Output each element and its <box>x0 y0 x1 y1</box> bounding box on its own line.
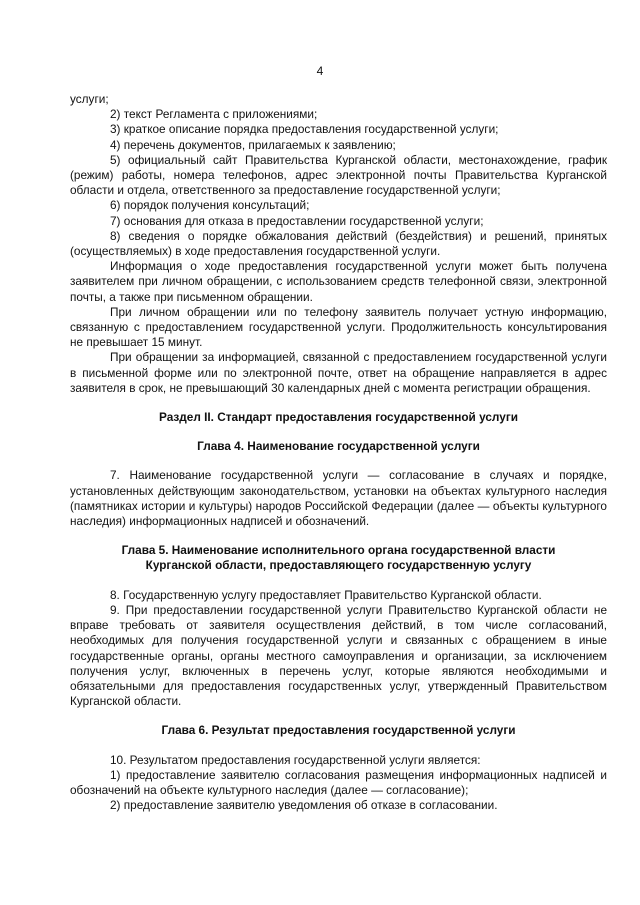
paragraph: При обращении за информацией, связанной с предоставлением государственной услуги в письменной форме или по электронной почте, ответ на обращение направляется в адрес заявителя в срок, не превышающий 30 календарных дней с момента регистрации обращения. <box>70 350 607 395</box>
list-item: 5) официальный сайт Правительства Курганской области, местонахождение, график (режим) работы, номера телефонов, адрес электронной почты Правительства Курганской области и отдела, ответственного за предоставление государственной услуги; <box>70 152 607 198</box>
paragraph: услуги; <box>70 92 109 106</box>
list-item: 1) предоставление заявителю согласования размещения информационных надписей и обозначений на объекте культурного наследия (далее — согласование); <box>70 767 607 797</box>
chapter-5-heading-line2: Курганской области, предоставляющего государственную услугу <box>145 558 532 573</box>
chapter-5-heading-line1: Глава 5. Наименование исполнительного органа государственной власти <box>121 543 556 558</box>
paragraph: 8. Государственную услугу предоставляет Правительство Курганской области. <box>110 587 542 602</box>
paragraph: 7. Наименование государственной услуги — согласование в случаях и порядке, установленных действующим законодательством, установки на объектах культурного наследия (памятниках истории и культуры) народов Российской Федерации (далее — объекты культурного наследия) информационных надписей и обозначений. <box>70 468 607 529</box>
list-item: 6) порядок получения консультаций; <box>110 198 310 213</box>
list-item: 2) предоставление заявителю уведомления об отказе в согласовании. <box>110 798 498 813</box>
paragraph: Информация о ходе предоставления государственной услуги может быть получена заявителем при личном обращении, с использованием средств телефонной связи, электронной почты, а также при письменном обращении. <box>70 259 607 304</box>
page-body <box>70 92 607 813</box>
chapter-6-heading: Глава 6. Результат предоставления государственной услуги <box>161 723 516 738</box>
paragraph: При личном обращении или по телефону заявитель получает устную информацию, связанную с предоставлением государственной услуги. Продолжительность консультирования не превышает 15 минут. <box>70 304 607 350</box>
list-item: 8) сведения о порядке обжалования действий (бездействия) и решений, принятых (осуществляемых) в ходе предоставления государственной услуги. <box>70 228 607 259</box>
chapter-4-heading: Глава 4. Наименование государственной услуги <box>197 439 480 454</box>
paragraph: 10. Результатом предоставления государственной услуги является: <box>110 752 481 767</box>
list-item: 2) текст Регламента с приложениями; <box>110 107 318 122</box>
list-item: 7) основания для отказа в предоставлении государственной услуги; <box>110 213 484 228</box>
page-number: 4 <box>316 64 324 78</box>
list-item: 4) перечень документов, прилагаемых к заявлению; <box>110 137 396 152</box>
section-heading: Раздел II. Стандарт предоставления государственной услуги <box>159 410 518 425</box>
paragraph: 9. При предоставлении государственной услуги Правительство Курганской области не вправе требовать от заявителя осуществления действий, в том числе согласований, необходимых для получения государственной услуги и связанных с обращением в иные государственные органы, органы местного самоуправления и организации, за исключением получения услуг, включенных в перечень услуг, которые являются необходимыми и обязательными для предоставления государственных услуг, утвержденный Правительством Курганской области. <box>70 602 607 709</box>
list-item: 3) краткое описание порядка предоставления государственной услуги; <box>110 122 499 137</box>
